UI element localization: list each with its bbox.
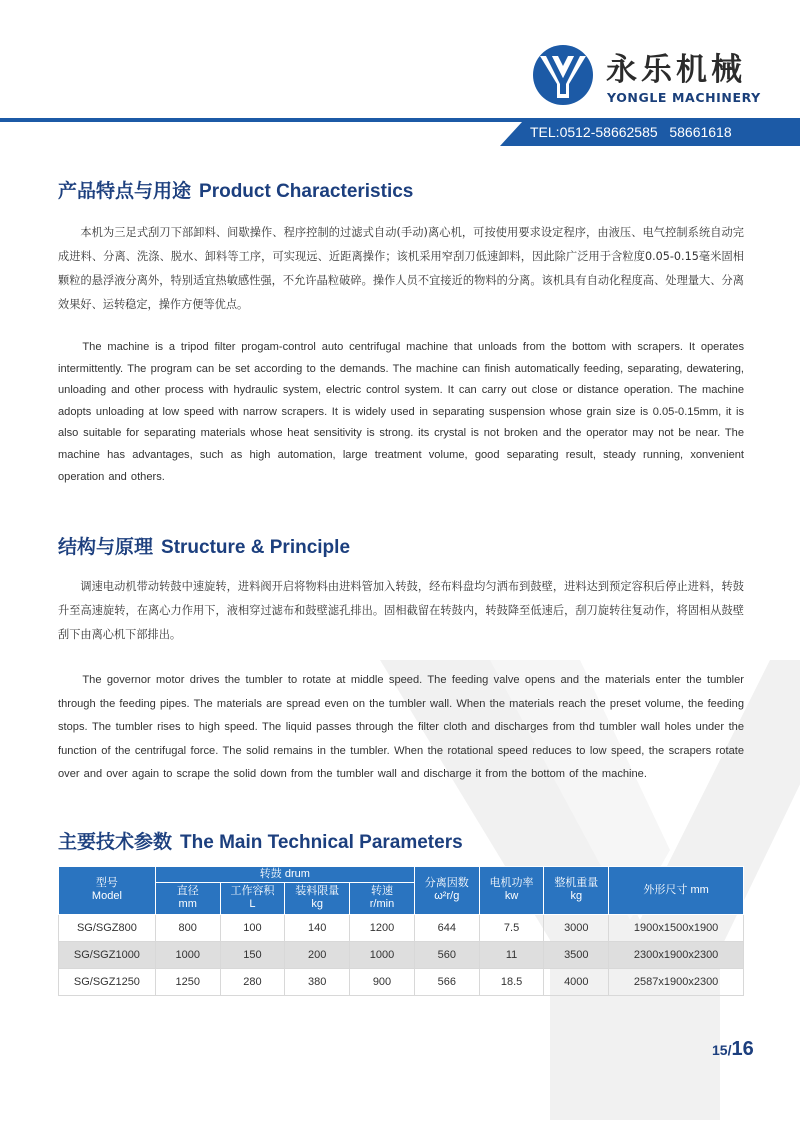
cell-diameter: 1000 [155,941,220,968]
cell-weight: 3000 [544,914,609,941]
cell-size: 2300x1900x2300 [609,941,744,968]
table-row [59,941,744,968]
header-size: 外形尺寸 mm [609,866,744,914]
characteristics-text-en: The machine is a tripod filter progam-control auto centrifugal machine that unloads from the bottom with scrapers. It operates intermittently. The program can be set according to the demands. The machine can finish automatically feeding, separating, dewatering, unloading and other process with hydraulic system, electric control system. It can carry out close or distance operation. The machine adopts unloading at low speed with narrow scrapers. It is widely used in separating suspension whose grain size is 0.05-0.15mm, it is also suitable for separating materials whose heat sensitivity is strong. its crystal is not broken and the operator may not be near. The machine has advantages, such as high automation, large treatment volume, good separating result, steady running, xonvenient operation and others. [58,341,744,483]
page-header [0,0,800,150]
brand-name-cn: 永乐机械 [606,52,746,88]
cell-weight: 3500 [544,941,609,968]
header-diameter-unit: mm [178,898,197,911]
cell-power: 18.5 [479,968,544,995]
cell-volume: 100 [220,914,285,941]
cell-load: 200 [285,941,350,968]
header-speed [350,882,415,914]
table-row [59,914,744,941]
header-speed-cn: 转速 [371,885,393,898]
cell-volume: 150 [220,941,285,968]
cell-power: 7.5 [479,914,544,941]
cell-speed: 900 [350,968,415,995]
cell-size: 2587x1900x2300 [609,968,744,995]
section-title-parameters [58,827,744,854]
cell-load: 380 [285,968,350,995]
cell-load: 140 [285,914,350,941]
parameters-table [58,866,744,996]
cell-weight: 4000 [544,968,609,995]
cell-sep-factor: 560 [414,941,479,968]
header-sep-unit: ω²r/g [434,890,460,903]
tel-number: TEL:0512-58662585 58661618 [530,124,732,140]
cell-power: 11 [479,941,544,968]
header-load [285,882,350,914]
structure-text-cn: 调速电动机带动转鼓中速旋转，进料阀开启将物料由进料管加入转鼓，经布料盘均匀洒布到鼓壁，进料达到预定容积后停止进料，转鼓升至高速旋转，在离心力作用下，液相穿过滤布和鼓壁滤孔排出。固相截留在转鼓内，转鼓降至低速后，刮刀旋转往复动作，将固相从鼓壁刮下由离心机下部排出。 [58,580,744,642]
structure-text-en: The governor motor drives the tumbler to rotate at middle speed. The feeding valve opens and the materials enter the tumbler through the feeding pipes. The materials are spread even on the tumbler wall. When the materials reach the preset volume, the feeding stops. The tumbler rises to high speed. The liquid passes through the filter cloth and discharges from thd tumbler wall holes under the function of the centrifugal force. The solid remains in the tumbler. When the rotational speed reduces to low speed, the scrapers rotate over and over again to scrape the solid down from the tumbler wall and discharge it from the bottom of the machine. [58,674,744,781]
header-model-en: Model [91,890,122,903]
header-diameter-cn: 直径 [176,885,199,898]
header-weight-unit: kg [570,890,583,903]
header-weight-cn: 整机重量 [554,877,599,890]
header-volume-cn: 工作容积 [230,885,275,898]
title-cn: 结构与原理 [58,537,154,559]
cell-diameter: 800 [155,914,220,941]
header-model [59,866,156,914]
brand-name-en: YONGLE MACHINERY [607,90,761,105]
cell-sep-factor: 566 [414,968,479,995]
title-en: The Main Technical Parameters [180,831,463,853]
header-power-cn: 电机功率 [489,877,534,890]
section-title-characteristics [58,176,744,203]
title-en: Product Characteristics [199,181,414,202]
header-drum: 转鼓 drum [155,866,414,882]
page-separator: / [727,1042,732,1058]
header-volume-unit: L [249,898,256,911]
header-speed-unit: r/min [369,898,395,911]
cell-size: 1900x1500x1900 [609,914,744,941]
cell-model: SG/SGZ1000 [59,941,156,968]
header-divider [0,118,800,122]
title-en: Structure & Principle [161,537,351,559]
header-sep-cn: 分离因数 [424,877,469,890]
cell-model: SG/SGZ800 [59,914,156,941]
header-load-cn: 装料限量 [295,885,340,898]
header-weight [544,866,609,914]
cell-sep-factor: 644 [414,914,479,941]
page-number [712,1038,754,1061]
cell-volume: 280 [220,968,285,995]
cell-speed: 1200 [350,914,415,941]
header-diameter [155,882,220,914]
cell-speed: 1000 [350,941,415,968]
yongle-logo-icon [532,44,594,106]
section-title-structure [58,532,744,559]
header-power-unit: kw [504,890,519,903]
header-load-unit: kg [311,898,324,911]
header-sep-factor [414,866,479,914]
cell-diameter: 1250 [155,968,220,995]
page-total: 16 [731,1038,754,1060]
title-cn: 主要技术参数 [58,831,173,853]
page-current: 15 [712,1042,728,1058]
header-volume [220,882,285,914]
table-row [59,968,744,995]
main-content [58,170,744,996]
header-model-cn: 型号 [95,877,118,890]
characteristics-text-cn: 本机为三足式刮刀下部卸料、间歇操作、程序控制的过滤式自动(手动)离心机，可按使用要求设定程序，由液压、电气控制系统自动完成进料、分离、洗涤、脱水、卸料等工序，可实现远、近距离操作；该机采用窄刮刀低速卸料，因此除广泛用于含粒度0.05-0.15毫米固相颗粒的悬浮液分离外，特别适宜热敏感性强，不允许晶粒破碎。操作人员不宜接近的物料的分离。该机具有自动化程度高、处理量大、分离效果好、运转稳定，操作方便等优点。 [58,226,744,311]
title-cn: 产品特点与用途 [58,181,192,202]
header-power [479,866,544,914]
cell-model: SG/SGZ1250 [59,968,156,995]
